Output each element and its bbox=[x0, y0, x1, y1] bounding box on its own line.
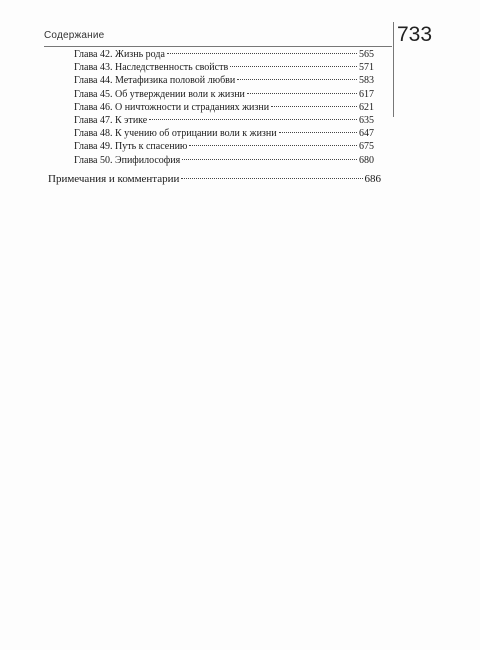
toc-entry bbox=[74, 154, 374, 167]
toc-entry bbox=[74, 101, 374, 114]
toc-entry-title: Глава 50. Эпифилософия bbox=[74, 154, 181, 166]
dot-leader bbox=[181, 178, 362, 179]
notes-title: Примечания и комментарии bbox=[48, 173, 180, 185]
toc-entry-page: 647 bbox=[359, 128, 374, 140]
dot-leader bbox=[149, 119, 357, 120]
toc-entry bbox=[74, 88, 374, 101]
dot-leader bbox=[230, 66, 357, 67]
toc-entry-page: 680 bbox=[359, 154, 374, 166]
toc-entry-page: 583 bbox=[359, 75, 374, 87]
dot-leader bbox=[167, 53, 357, 54]
notes-page: 686 bbox=[364, 173, 381, 185]
dot-leader bbox=[279, 132, 357, 133]
toc-entry-title: Глава 43. Наследственность свойств bbox=[74, 62, 229, 74]
toc-entry-page: 621 bbox=[359, 101, 374, 113]
toc-entry-title: Глава 49. Путь к спасению bbox=[74, 141, 188, 153]
toc-entry bbox=[74, 114, 374, 127]
header-rule bbox=[44, 46, 392, 47]
dot-leader bbox=[271, 106, 357, 107]
toc-entry-page: 635 bbox=[359, 114, 374, 126]
toc-list bbox=[74, 48, 374, 167]
dot-leader bbox=[182, 159, 357, 160]
toc-entry bbox=[74, 127, 374, 140]
toc-entry-title: Глава 46. О ничтожности и страданиях жизни bbox=[74, 101, 270, 113]
dot-leader bbox=[247, 93, 357, 94]
toc-notes-entry bbox=[48, 173, 381, 185]
toc-entry bbox=[74, 140, 374, 153]
page-number: 733 bbox=[397, 23, 433, 46]
dot-leader bbox=[237, 79, 357, 80]
toc-entry-title: Глава 47. К этике bbox=[74, 114, 148, 126]
running-head: Содержание bbox=[44, 30, 105, 41]
toc-entry bbox=[74, 61, 374, 74]
toc-entry-title: Глава 45. Об утверждении воли к жизни bbox=[74, 88, 245, 100]
toc-entry bbox=[74, 48, 374, 61]
toc-entry-title: Глава 48. К учению об отрицании воли к жизни bbox=[74, 128, 277, 140]
page-number-rule bbox=[393, 22, 394, 117]
toc-entry-title: Глава 42. Жизнь рода bbox=[74, 49, 165, 60]
toc-entry bbox=[74, 74, 374, 87]
toc-entry-page: 565 bbox=[359, 49, 374, 60]
toc-entry-page: 617 bbox=[359, 88, 374, 100]
dot-leader bbox=[189, 145, 357, 146]
toc-entry-title: Глава 44. Метафизика половой любви bbox=[74, 75, 236, 87]
toc-entry-page: 675 bbox=[359, 141, 374, 153]
toc-entry-page: 571 bbox=[359, 62, 374, 74]
